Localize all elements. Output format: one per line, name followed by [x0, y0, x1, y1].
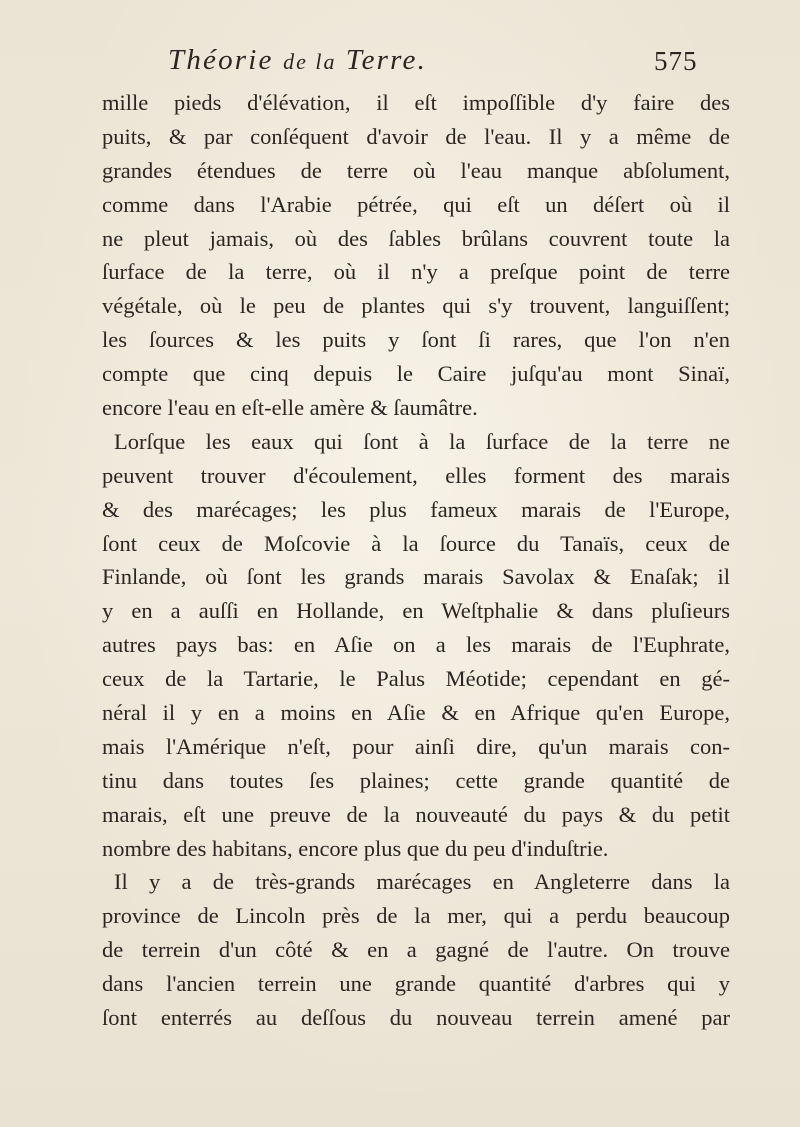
text-line: grandes étendues de terre où l'eau manque abſolument, [102, 157, 730, 183]
text-line: marais, eſt une preuve de la nouveauté du pays & du petit [102, 801, 730, 827]
text-line: province de Lincoln près de la mer, qui a perdu beaucoup [102, 903, 730, 929]
text-line: néral il y en a moins en Aſie & en Afrique qu'en Europe, [102, 700, 730, 726]
running-head-word-2: de la [283, 49, 337, 74]
text-line: ſont enterrés au deſſous du nouveau terrein amené par [102, 1005, 730, 1031]
text-line: Il y a de très-grands marécages en Angleterre dans la [114, 869, 730, 895]
text-line: compte que cinq depuis le Caire juſqu'au mont Sinaï, [102, 361, 730, 387]
page-number: 575 [654, 46, 698, 76]
text-line: nombre des habitans, encore plus que du peu d'induſtrie. [102, 835, 609, 861]
text-line: de terrein d'un côté & en a gagné de l'autre. On trouve [102, 937, 730, 963]
text-line: Finlande, où ſont les grands marais Savolax & Enaſak; il [102, 564, 730, 590]
body-text [102, 86, 730, 1035]
text-line: mille pieds d'élévation, il eſt impoſſible d'y faire des [102, 90, 730, 115]
text-line: autres pays bas: en Aſie on a les marais de l'Euphrate, [102, 632, 730, 658]
text-line: ſont ceux de Moſcovie à la ſource du Tanaïs, ceux de [102, 530, 730, 556]
text-line: ne pleut jamais, où des ſables brûlans couvrent toute la [102, 225, 730, 251]
text-line: tinu dans toutes ſes plaines; cette grande quantité de [102, 767, 730, 793]
running-head [168, 44, 563, 77]
text-line: ceux de la Tartarie, le Palus Méotide; cependant en gé- [102, 666, 730, 692]
text-line: puits, & par conſéquent d'avoir de l'eau. Il y a même de [102, 123, 730, 149]
running-head-word-3: Terre. [345, 44, 428, 76]
text-line: ſurface de la terre, où il n'y a preſque point de terre [102, 259, 730, 285]
text-line: Lorſque les eaux qui ſont à la ſurface de la terre ne [114, 428, 730, 454]
text-line: dans l'ancien terrein une grande quantité d'arbres qui y [102, 971, 730, 997]
text-line: mais l'Amérique n'eſt, pour ainſi dire, qu'un marais con- [102, 733, 730, 759]
text-line: les ſources & les puits y ſont ſi rares, que l'on n'en [102, 327, 730, 353]
text-line: végétale, où le peu de plantes qui s'y trouvent, languiſſent; [102, 293, 730, 319]
text-line: encore l'eau en eſt-elle amère & ſaumâtre. [102, 395, 478, 421]
text-line: y en a auſſi en Hollande, en Weſtphalie & dans pluſieurs [102, 598, 730, 624]
text-line: comme dans l'Arabie pétrée, qui eſt un déſert où il [102, 191, 730, 217]
running-head-word-1: Théorie [168, 44, 274, 76]
text-line: peuvent trouver d'écoulement, elles forment des marais [102, 462, 730, 488]
text-line: & des marécages; les plus fameux marais de l'Europe, [102, 496, 730, 522]
